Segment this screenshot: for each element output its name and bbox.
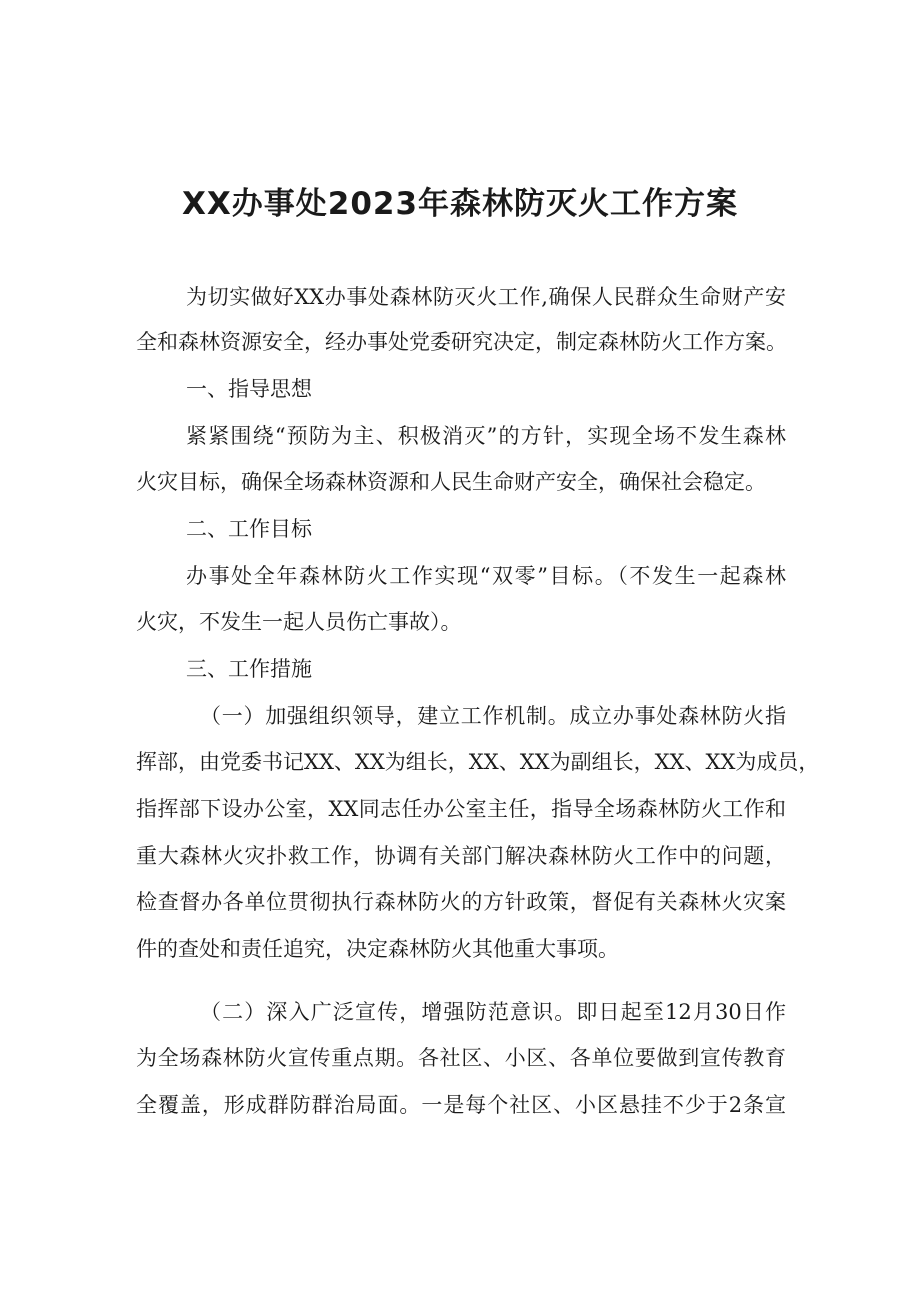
paragraph-line: 件的查处和责任追究，决定森林防火其他重大事项。 [136, 937, 619, 961]
paragraph-line: 检查督办各单位贯彻执行森林防火的方针政策，督促有关森林火灾案 [136, 890, 786, 914]
paragraph-line: （一）加强组织领导，建立工作机制。成立办事处森林防火指 [200, 704, 786, 728]
paragraph-line: 火灾目标，确保全场森林资源和人民生命财产安全，确保社会稳定。 [136, 470, 766, 494]
section-heading: 三、工作措施 [186, 657, 312, 681]
paragraph-line: 紧紧围绕“预防为主、积极消灭”的方针，实现全场不发生森林 [186, 424, 786, 448]
paragraph-line: 为切实做好XX办事处森林防灭火工作,确保人民群众生命财产安 [186, 285, 786, 309]
paragraph-line: 挥部，由党委书记XX、XX为组长，XX、XX为副组长，XX、XX为成员， [136, 750, 820, 774]
section-heading: 二、工作目标 [186, 517, 312, 541]
paragraph-line: （二）深入广泛宣传，增强防范意识。即日起至12月30日作 [200, 1000, 786, 1024]
section-heading: 一、指导思想 [186, 377, 312, 401]
paragraph-line: 火灾，不发生一起人员伤亡事故）。 [136, 610, 462, 634]
paragraph-line: 全和森林资源安全，经办事处党委研究决定，制定森林防火工作方案。 [136, 330, 787, 354]
document-title: XX办事处2023年森林防灭火工作方案 [181, 186, 739, 222]
paragraph-line: 重大森林火灾扑救工作，协调有关部门解决森林防火工作中的问题， [136, 844, 786, 868]
paragraph-line: 全覆盖，形成群防群治局面。一是每个社区、小区悬挂不少于2条宣 [136, 1093, 786, 1117]
paragraph-line: 指挥部下设办公室，XX同志任办公室主任，指导全场森林防火工作和 [136, 797, 786, 821]
paragraph-line: 为全场森林防火宣传重点期。各社区、小区、各单位要做到宣传教育 [136, 1046, 786, 1070]
paragraph-line: 办事处全年森林防火工作实现“双零”目标。（不发生一起森林 [186, 564, 786, 588]
